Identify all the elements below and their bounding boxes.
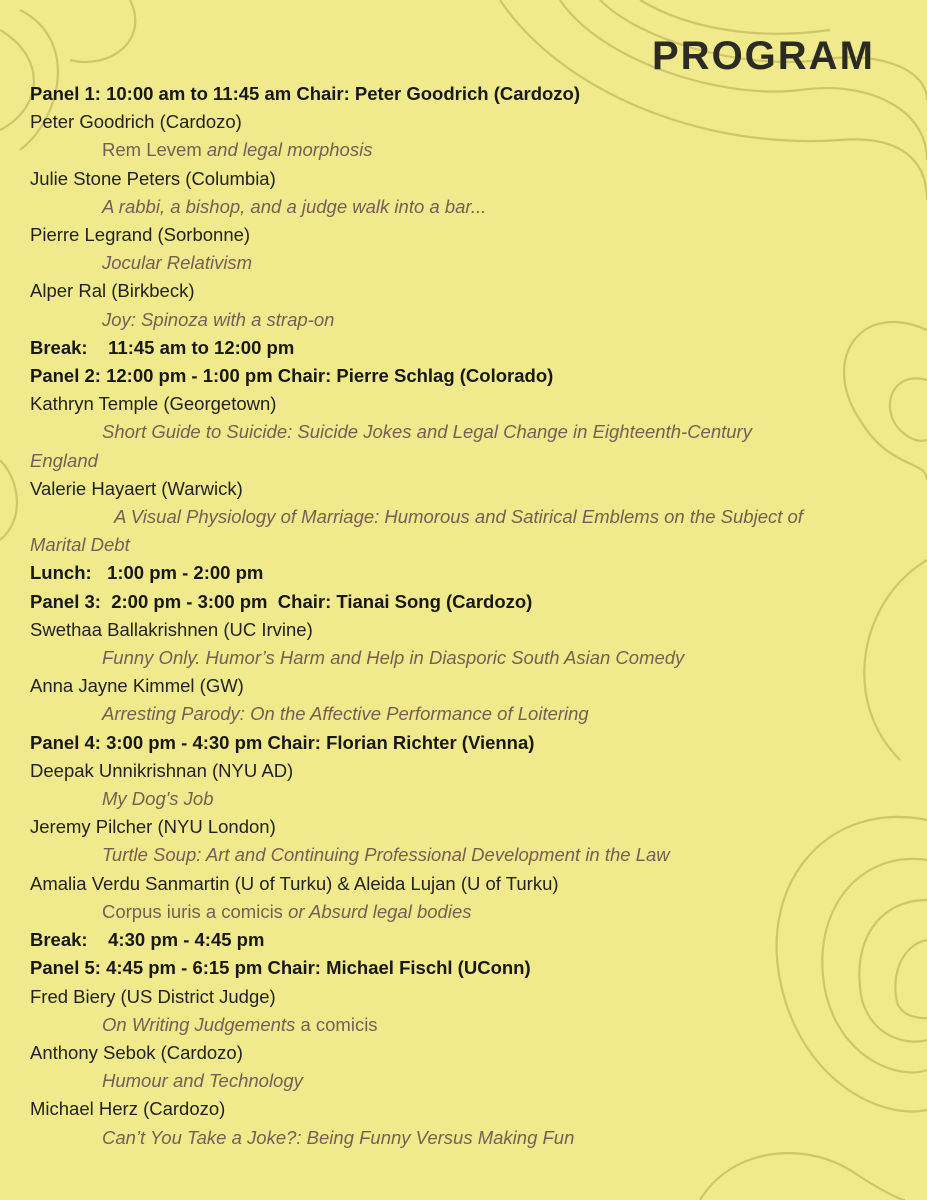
speaker-name: Peter Goodrich (Cardozo) [30, 111, 242, 133]
panel-1-header: Panel 1: 10:00 am to 11:45 am Chair: Peter Goodrich (Cardozo) [30, 83, 581, 104]
program-list [30, 80, 910, 1152]
page-title: PROGRAM [652, 34, 875, 78]
speaker-name: Pierre Legrand (Sorbonne) [30, 224, 251, 246]
panel-4-header: Panel 4: 3:00 pm - 4:30 pm Chair: Florian Richter (Vienna) [30, 731, 535, 753]
paper-title [30, 136, 910, 164]
break-1: Break: 11:45 am to 12:00 pm [30, 336, 295, 358]
paper-title: Funny Only. Humor’s Harm and Help in Diasporic South Asian Comedy [102, 647, 685, 669]
paper-title-continued: Marital Debt [30, 534, 130, 556]
speaker-name: Kathryn Temple (Georgetown) [30, 393, 277, 415]
speaker-name: Michael Herz (Cardozo) [30, 1098, 226, 1120]
speaker-name: Julie Stone Peters (Columbia) [30, 167, 276, 189]
speaker-name: Swethaa Ballakrishnen (UC Irvine) [30, 618, 313, 640]
paper-title: Arresting Parody: On the Affective Performance of Loitering [102, 703, 589, 725]
panel-3-header: Panel 3: 2:00 pm - 3:00 pm Chair: Tianai Song (Cardozo) [30, 590, 533, 612]
paper-title: A Visual Physiology of Marriage: Humorous and Satirical Emblems on the Subject of [114, 506, 803, 528]
paper-title: My Dog's Job [102, 788, 214, 810]
speaker-name: Alper Ral (Birkbeck) [30, 280, 195, 302]
paper-title: Humour and Technology [102, 1070, 303, 1092]
paper-title-continued: England [30, 449, 98, 471]
speaker-name: Jeremy Pilcher (NYU London) [30, 816, 276, 838]
paper-title-upright: Rem Levem [102, 139, 202, 161]
paper-title: A rabbi, a bishop, and a judge walk into a bar... [102, 195, 487, 217]
speaker-name: Anna Jayne Kimmel (GW) [30, 675, 244, 697]
panel-5-header: Panel 5: 4:45 pm - 6:15 pm Chair: Michael Fischl (UConn) [30, 957, 531, 979]
paper-title-italic: and legal morphosis [201, 139, 373, 161]
speaker-name: Valerie Hayaert (Warwick) [30, 477, 243, 499]
speaker-name: Anthony Sebok (Cardozo) [30, 1041, 243, 1063]
paper-title-italic: or Absurd legal bodies [282, 900, 472, 922]
paper-title: Short Guide to Suicide: Suicide Jokes and Legal Change in Eighteenth-Century [102, 421, 752, 443]
paper-title: Joy: Spinoza with a strap-on [102, 308, 335, 330]
paper-title-upright: Corpus iuris a comicis [102, 900, 283, 922]
paper-title [30, 1011, 910, 1039]
speaker-name: Deepak Unnikrishnan (NYU AD) [30, 759, 294, 781]
paper-title [30, 898, 910, 926]
paper-title: Turtle Soup: Art and Continuing Professional Development in the Law [102, 844, 670, 866]
paper-title: Can’t You Take a Joke?: Being Funny Versus Making Fun [102, 1126, 575, 1148]
paper-title: Jocular Relativism [102, 252, 253, 274]
speaker-name: Amalia Verdu Sanmartin (U of Turku) & Aleida Lujan (U of Turku) [30, 872, 559, 894]
paper-title-italic: On Writing Judgements [102, 1013, 296, 1035]
lunch-break: Lunch: 1:00 pm - 2:00 pm [30, 562, 264, 584]
panel-2-header: Panel 2: 12:00 pm - 1:00 pm Chair: Pierre Schlag (Colorado) [30, 365, 554, 387]
break-2: Break: 4:30 pm - 4:45 pm [30, 929, 265, 951]
speaker-name: Fred Biery (US District Judge) [30, 985, 276, 1007]
paper-title-upright: a comicis [295, 1013, 378, 1035]
